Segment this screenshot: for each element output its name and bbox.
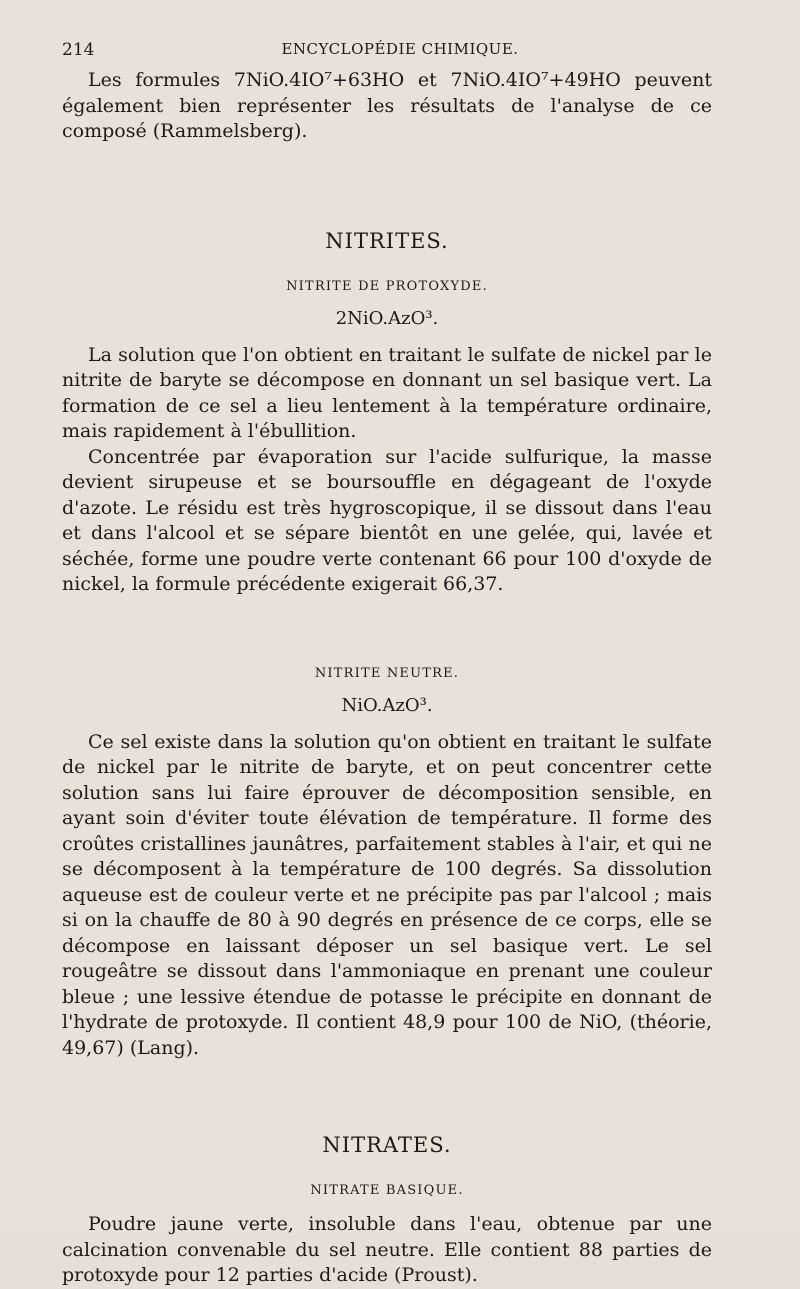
running-title: ENCYCLOPÉDIE CHIMIQUE. [281,40,519,58]
page-number: 214 [62,40,95,60]
spacer [62,598,712,666]
formula-nitrite-neutre: NiO.AzO³. [341,694,433,716]
section-title-nitrites: NITRITES. [325,228,449,253]
heading-nitrate-basique: NITRATE BASIQUE. [310,1183,464,1198]
paragraph-neutre-1: Ce sel existe dans la solution qu'on obtient en traitant le sulfate de nickel par le nitrite de baryte, et on peut concentrer cette solution sans lui faire éprouver de décomposition sensible, en ayant soin d'éviter toute élévation de température. Il forme des croûtes cristallines jaunâtres, parfaitement stables à l'air, et qui ne se décomposent à la température de 100 degrés. Sa dissolution aqueuse est de couleur verte et ne précipite pas par l'alcool ; mais si on la chauffe de 80 à 90 degrés en présence de ce corps, elle se décompose en laissant déposer un sel basique vert. Le sel rougeâtre se dissout dans l'ammoniaque en prenant une couleur bleue ; une lessive étendue de potasse le précipite en donnant de l'hydrate de protoxyde. Il contient 48,9 pour 100 de NiO, (théorie, 49,67) (Lang). [62,730,712,1059]
formula-nitrite-de-protoxyde: 2NiO.AzO³. [335,307,439,329]
section-title-nitrates: NITRATES. [322,1133,452,1157]
running-head [62,40,738,64]
paragraph-protoxyde-1: La solution que l'on obtient en traitant le sulfate de nickel par le nitrite de baryte se décompose en donnant un sel basique vert. La formation de ce sel a lieu lentement à la température ordinaire, mais rapidement à l'ébullition. [62,343,712,442]
paragraph-protoxyde-2: Concentrée par évaporation sur l'acide sulfurique, la masse devient sirupeuse et se boursouffle en dégageant de l'oxyde d'azote. Le résidu est très hygroscopique, il se dissout dans l'eau et dans l'alcool et se sépare bientôt en une gelée, qui, lavée et séchée, forme une poudre verte contenant 66 pour 100 d'oxyde de nickel, la formule précédente exigerait 66,37. [62,445,712,595]
heading-nitrite-de-protoxyde: NITRITE DE PROTOXYDE. [286,278,488,294]
paragraph-basique-1: Poudre jaune verte, insoluble dans l'eau, obtenue par une calcination convenable du sel neutre. Elle contient 88 parties de protoxyde pour 12 parties d'acide (Proust). [62,1213,712,1286]
page-content [62,68,712,1289]
intro-paragraph: Les formules 7NiO.4IO⁷+63HO et 7NiO.4IO⁷+49HO peuvent également bien représenter les résultats de l'analyse de ce composé (Rammelsberg). [62,69,712,142]
heading-nitrite-neutre: NITRITE NEUTRE. [314,665,460,681]
